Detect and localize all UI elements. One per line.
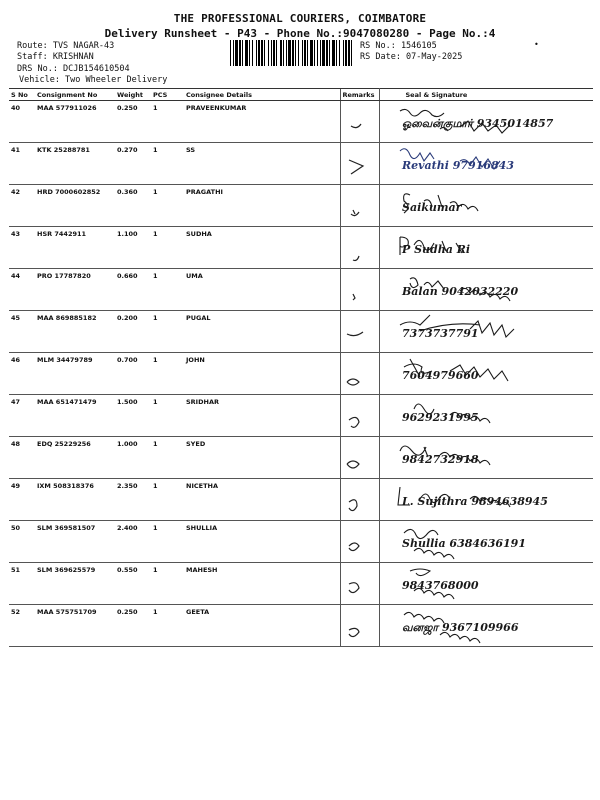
cell-signature bbox=[379, 185, 593, 227]
cell-signature bbox=[379, 269, 593, 311]
corner-mark: • bbox=[534, 40, 539, 49]
cell-signature bbox=[379, 227, 593, 269]
cell-signature bbox=[379, 605, 593, 647]
remark-tick-mark bbox=[343, 398, 381, 436]
cell-sno: 42 bbox=[9, 185, 35, 227]
signature-text: P Sudha Ri bbox=[401, 243, 470, 256]
cell-consignee: PUGAL bbox=[184, 311, 340, 353]
cell-remarks bbox=[340, 311, 379, 353]
cell-remarks bbox=[340, 101, 379, 143]
table-row bbox=[9, 479, 593, 521]
cell-consignment-no: SLM 369625579 bbox=[35, 563, 115, 605]
cell-consignee: SHULLIA bbox=[184, 521, 340, 563]
cell-pcs: 1 bbox=[151, 143, 184, 185]
cell-sno: 49 bbox=[9, 479, 35, 521]
signature-text: 7604979660 bbox=[401, 369, 479, 382]
runsheet-title: Delivery Runsheet - P43 - Phone No.:9047080280 - Page No.:4 bbox=[104, 27, 496, 40]
cell-consignee: PRAGATHI bbox=[184, 185, 340, 227]
cell-consignment-no: IXM 508318376 bbox=[35, 479, 115, 521]
cell-remarks bbox=[340, 479, 379, 521]
cell-consignment-no: KTK 25288781 bbox=[35, 143, 115, 185]
barcode-image bbox=[230, 40, 352, 66]
cell-pcs: 1 bbox=[151, 311, 184, 353]
cell-remarks bbox=[340, 563, 379, 605]
cell-sno: 43 bbox=[9, 227, 35, 269]
signature-text: ஓவைன்குமார் 9345014857 bbox=[401, 117, 553, 130]
cell-consignee: GEETA bbox=[184, 605, 340, 647]
cell-remarks bbox=[340, 395, 379, 437]
cell-sno: 46 bbox=[9, 353, 35, 395]
cell-signature bbox=[379, 521, 593, 563]
cell-weight: 0.250 bbox=[115, 605, 151, 647]
cell-consignee: SRIDHAR bbox=[184, 395, 340, 437]
cell-consignment-no: MAA 869885182 bbox=[35, 311, 115, 353]
cell-signature bbox=[379, 353, 593, 395]
table-row bbox=[9, 353, 593, 395]
cell-pcs: 1 bbox=[151, 395, 184, 437]
cell-weight: 2.350 bbox=[115, 479, 151, 521]
signature-text: L. Sujithra 9894638945 bbox=[401, 495, 548, 508]
cell-remarks bbox=[340, 521, 379, 563]
cell-sno: 47 bbox=[9, 395, 35, 437]
cell-remarks bbox=[340, 605, 379, 647]
cell-remarks bbox=[340, 143, 379, 185]
cell-pcs: 1 bbox=[151, 521, 184, 563]
table-row bbox=[9, 563, 593, 605]
cell-pcs: 1 bbox=[151, 437, 184, 479]
remark-tick-mark bbox=[343, 440, 381, 478]
table-row bbox=[9, 227, 593, 269]
cell-sno: 48 bbox=[9, 437, 35, 479]
cell-weight: 0.700 bbox=[115, 353, 151, 395]
cell-consignee: UMA bbox=[184, 269, 340, 311]
cell-consignment-no: EDQ 25229256 bbox=[35, 437, 115, 479]
company-title: THE PROFESSIONAL COURIERS, COIMBATORE bbox=[173, 12, 427, 25]
col-header-consignee: Consignee Details bbox=[184, 89, 340, 101]
signature-text: 9842732918 bbox=[401, 453, 479, 466]
table-row bbox=[9, 311, 593, 353]
cell-consignee: MAHESH bbox=[184, 563, 340, 605]
cell-signature bbox=[379, 437, 593, 479]
remark-tick-mark bbox=[343, 104, 381, 142]
cell-consignment-no: MLM 34479789 bbox=[35, 353, 115, 395]
cell-signature bbox=[379, 101, 593, 143]
remark-tick-mark bbox=[343, 272, 381, 310]
table-row bbox=[9, 521, 593, 563]
remark-tick-mark bbox=[343, 524, 381, 562]
cell-consignment-no: HRD 7000602852 bbox=[35, 185, 115, 227]
col-header-consignment: Consignment No bbox=[35, 89, 115, 101]
cell-remarks bbox=[340, 185, 379, 227]
handwritten-signature bbox=[380, 227, 594, 267]
remark-tick-mark bbox=[343, 608, 381, 646]
col-header-pcs: PCS bbox=[151, 89, 184, 101]
handwritten-signature bbox=[380, 605, 594, 645]
cell-signature bbox=[379, 311, 593, 353]
signature-text: 9843768000 bbox=[401, 579, 479, 592]
handwritten-signature bbox=[380, 437, 594, 477]
table-row bbox=[9, 269, 593, 311]
vehicle-label: Vehicle: Two Wheeler Delivery bbox=[19, 75, 168, 85]
cell-remarks bbox=[340, 227, 379, 269]
col-header-sno: S No bbox=[9, 89, 35, 101]
cell-sno: 50 bbox=[9, 521, 35, 563]
signature-text: 9629231995 bbox=[401, 411, 479, 424]
cell-pcs: 1 bbox=[151, 269, 184, 311]
cell-consignee: SS bbox=[184, 143, 340, 185]
signature-text: Revathi 97916843 bbox=[401, 159, 514, 172]
handwritten-signature bbox=[380, 311, 594, 351]
signature-text: Shullia 6384636191 bbox=[401, 537, 526, 550]
cell-pcs: 1 bbox=[151, 605, 184, 647]
table-header-row bbox=[9, 89, 593, 101]
cell-consignment-no: MAA 577911026 bbox=[35, 101, 115, 143]
cell-consignment-no: MAA 651471479 bbox=[35, 395, 115, 437]
remark-tick-mark bbox=[343, 482, 381, 520]
cell-pcs: 1 bbox=[151, 353, 184, 395]
cell-pcs: 1 bbox=[151, 479, 184, 521]
handwritten-signature bbox=[380, 395, 594, 435]
handwritten-signature bbox=[380, 353, 594, 393]
table-row bbox=[9, 101, 593, 143]
signature-text: Saikumar bbox=[401, 201, 461, 214]
cell-consignment-no: MAA 575751709 bbox=[35, 605, 115, 647]
table-row bbox=[9, 185, 593, 227]
cell-weight: 0.550 bbox=[115, 563, 151, 605]
cell-consignee: SYED bbox=[184, 437, 340, 479]
cell-weight: 0.360 bbox=[115, 185, 151, 227]
cell-remarks bbox=[340, 353, 379, 395]
cell-sno: 44 bbox=[9, 269, 35, 311]
cell-sno: 41 bbox=[9, 143, 35, 185]
cell-pcs: 1 bbox=[151, 185, 184, 227]
staff-label: Staff: KRISHNAN bbox=[17, 52, 94, 62]
cell-pcs: 1 bbox=[151, 101, 184, 143]
cell-sno: 45 bbox=[9, 311, 35, 353]
cell-weight: 2.400 bbox=[115, 521, 151, 563]
rs-number: RS No.: 1546105 bbox=[360, 41, 437, 51]
cell-signature bbox=[379, 395, 593, 437]
cell-consignment-no: SLM 369581507 bbox=[35, 521, 115, 563]
runsheet-table bbox=[9, 88, 593, 647]
cell-sno: 40 bbox=[9, 101, 35, 143]
cell-weight: 0.270 bbox=[115, 143, 151, 185]
cell-consignee: JOHN bbox=[184, 353, 340, 395]
cell-remarks bbox=[340, 437, 379, 479]
remark-tick-mark bbox=[343, 230, 381, 268]
table-row bbox=[9, 395, 593, 437]
handwritten-signature bbox=[380, 101, 594, 141]
signature-text: 7373737791 bbox=[401, 327, 479, 340]
cell-weight: 1.500 bbox=[115, 395, 151, 437]
cell-weight: 1.000 bbox=[115, 437, 151, 479]
table-row bbox=[9, 437, 593, 479]
cell-sno: 52 bbox=[9, 605, 35, 647]
col-header-remarks: Remarks bbox=[340, 89, 379, 101]
remark-tick-mark bbox=[343, 188, 381, 226]
table-row bbox=[9, 605, 593, 647]
route-label: Route: TVS NAGAR-43 bbox=[17, 41, 115, 51]
cell-signature bbox=[379, 143, 593, 185]
cell-weight: 0.660 bbox=[115, 269, 151, 311]
remark-tick-mark bbox=[343, 356, 381, 394]
rs-date: RS Date: 07-May-2025 bbox=[360, 52, 463, 62]
cell-pcs: 1 bbox=[151, 227, 184, 269]
cell-signature bbox=[379, 479, 593, 521]
cell-remarks bbox=[340, 269, 379, 311]
handwritten-signature bbox=[380, 479, 594, 519]
cell-consignment-no: PRO 17787820 bbox=[35, 269, 115, 311]
col-header-signature: Seal & Signature bbox=[379, 89, 593, 101]
table-row bbox=[9, 143, 593, 185]
signature-text: Balan 9042032220 bbox=[401, 285, 518, 298]
cell-consignee: PRAVEENKUMAR bbox=[184, 101, 340, 143]
remark-tick-mark bbox=[343, 566, 381, 604]
cell-weight: 0.250 bbox=[115, 101, 151, 143]
handwritten-signature bbox=[380, 269, 594, 309]
signature-text: வனஜா 9367109966 bbox=[401, 621, 518, 634]
cell-weight: 1.100 bbox=[115, 227, 151, 269]
cell-pcs: 1 bbox=[151, 563, 184, 605]
remark-tick-mark bbox=[343, 146, 381, 184]
cell-sno: 51 bbox=[9, 563, 35, 605]
cell-weight: 0.200 bbox=[115, 311, 151, 353]
cell-consignee: NICETHA bbox=[184, 479, 340, 521]
cell-consignment-no: HSR 7442911 bbox=[35, 227, 115, 269]
cell-consignee: SUDHA bbox=[184, 227, 340, 269]
cell-signature bbox=[379, 563, 593, 605]
handwritten-signature bbox=[380, 143, 594, 183]
drs-number: DRS No.: DCJB154610504 bbox=[17, 64, 130, 74]
handwritten-signature bbox=[380, 185, 594, 225]
handwritten-signature bbox=[380, 563, 594, 603]
remark-tick-mark bbox=[343, 314, 381, 352]
col-header-weight: Weight bbox=[115, 89, 151, 101]
handwritten-signature bbox=[380, 521, 594, 561]
